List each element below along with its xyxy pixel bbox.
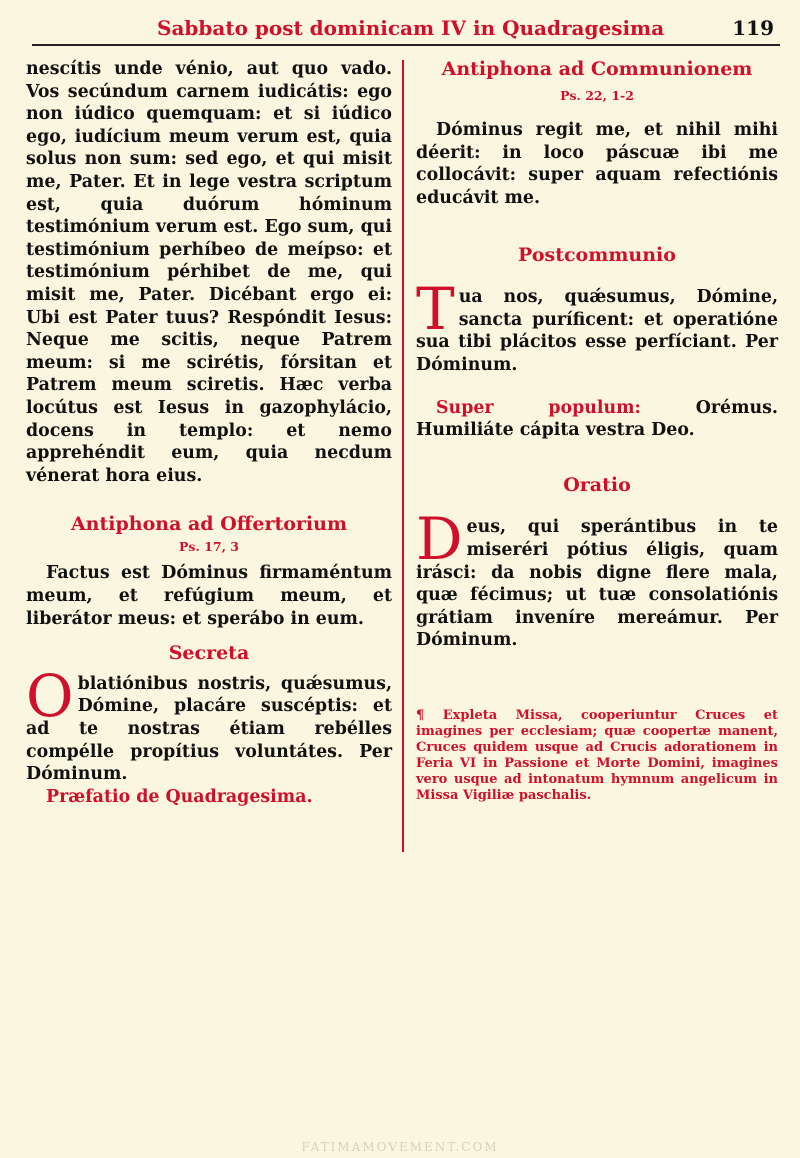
oratio-prayer [416,505,778,652]
super-populum-label: Super populum: [436,397,641,418]
rubric-text: Expleta Missa, cooperiuntur Cruces et imagines per ecclesiam; quæ coopertæ manent, Cruces quidem usque ad Crucis adorationem in Feria VI in Passione et Morte Domini, imagines vero usque ad intonatum hymnum angelicum in Missa Vigiliæ paschalis. [416,707,779,803]
communion-text: Dóminus regit me, et nihil mihi déerit: in loco páscuæ ibi me collocávit: super aquam refectiónis educávit me. [416,120,778,208]
postcommunion-heading: Postcommunio [518,243,676,266]
offertory-heading: Antiphona ad Offertorium [70,513,348,536]
right-column [416,58,778,804]
rubric-note [416,708,778,804]
gospel-text: nescítis unde vénio, aut quo vado. Vos secúndum carnem iudicátis: ego non iúdico quemquam: et si iúdico ego, iudícium meum verum est, quia solus non sum: sed ego, et qui misit me, Pater. Et in lege vestra scriptum est, quia duórum hóminum testimónium verum est. Ego sum, qui testimónium perhíbeo de meípso: et testimónium pérhibet de me, qui misit me, Pater. Dicébant ergo ei: Ubi est Pater tuus? Respóndit Iesus: Neque me scitis, neque Patrem meum: si me scirétis, fórsitan et Patrem meum sciretis. Hæc verba locútus est Iesus in gazophylácio, docens in templo: et nemo apprehéndit eum, quia necdum vénerat hora eius. [26,59,392,486]
oratio-initial: D [416,505,463,574]
secret-prayer [26,661,392,786]
oratio-text: eus, qui sperántibus in te miseréri pótius éligis, quam irásci: da nobis digne flere mala, quæ fécimus; ut tuæ consolatiónis grátiam inveníre mereámur. Per Dóminum. [416,517,778,651]
super-populum [416,397,778,442]
watermark: FATIMAMOVEMENT.COM [301,1140,499,1154]
postcommunion-initial: T [416,275,455,344]
postcommunion-prayer [416,275,778,376]
secret-heading: Secreta [168,642,250,665]
running-title: Sabbato post dominicam IV in Quadragesima [157,16,665,40]
left-column [26,58,392,808]
offertory-reference: Ps. 17, 3 [179,538,239,554]
oratio-heading: Oratio [563,473,631,496]
secret-text: blatiónibus nostris, quǽsumus, Dómine, placáre suscéptis: et ad te nostras étiam rebélles compélle propítius voluntátes. Per Dóminum. [26,673,392,785]
column-divider [402,60,404,852]
header-rule [32,44,780,46]
offertory-text: Factus est Dóminus firmaméntum meum, et refúgium meum, et liberátor meus: et sperábo in eum. [26,563,392,629]
page-header [32,12,780,42]
page-number: 119 [732,16,774,40]
secret-initial: O [26,661,74,730]
postcommunion-text: ua nos, quǽsumus, Dómine, sancta puríficent: et operatióne sua tibi plácitos esse perfíciant. Per Dóminum. [416,287,778,375]
communion-reference: Ps. 22, 1-2 [560,87,634,103]
super-populum-text: Orémus. Humiliáte cápita vestra Deo. [416,397,778,441]
paragraph-mark-icon: ¶ [416,707,425,723]
preface-note: Præfatio de Quadragesima. [46,786,313,807]
communion-heading: Antiphona ad Communionem [441,58,753,80]
